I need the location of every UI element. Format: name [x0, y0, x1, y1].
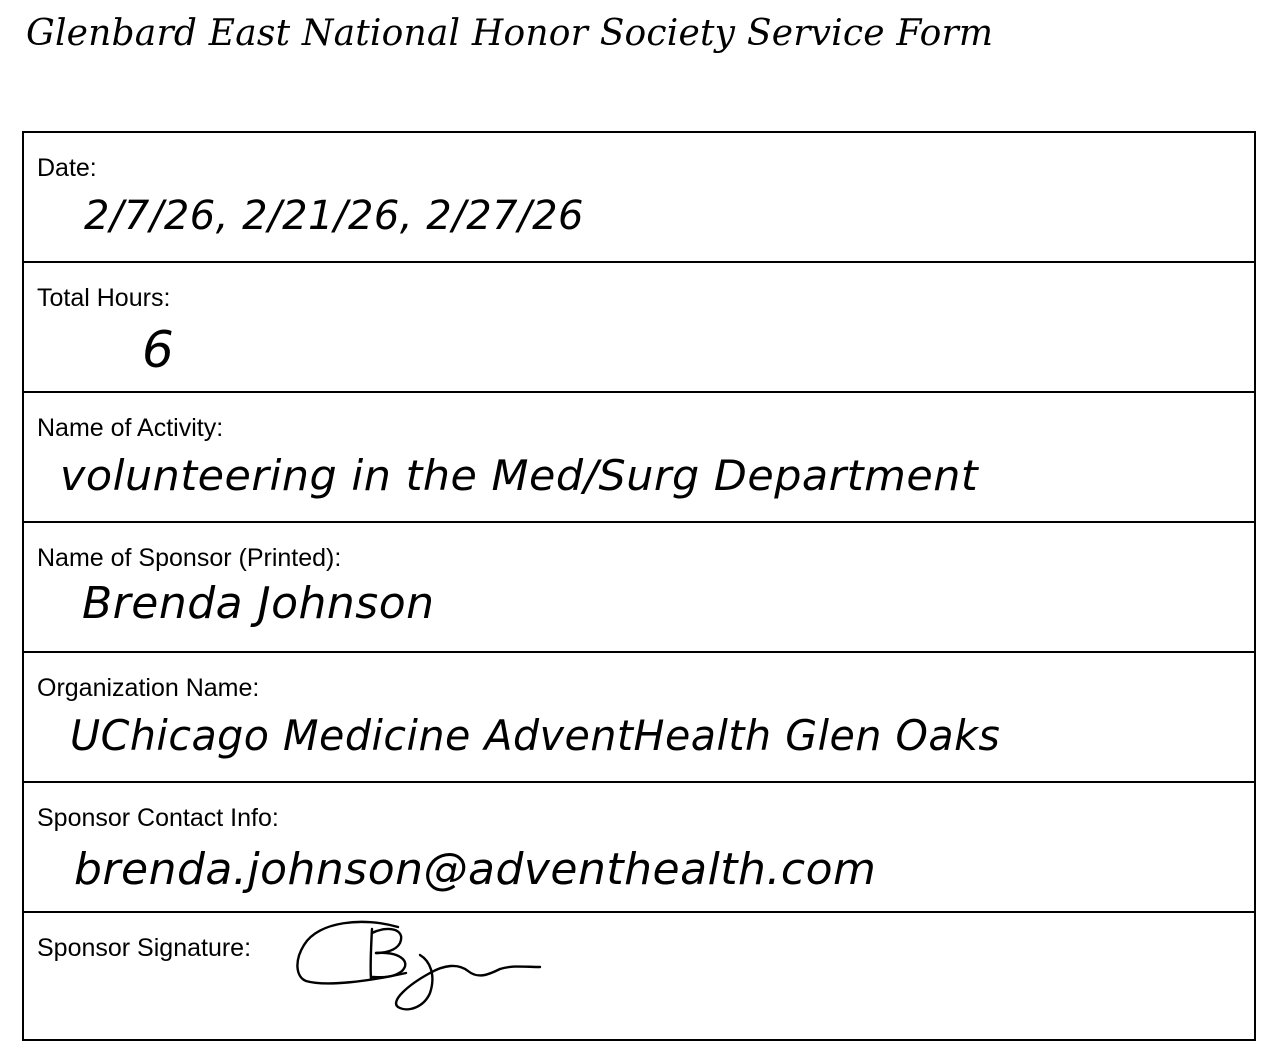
- sponsor-contact-row: [24, 783, 1254, 913]
- service-form-table: [22, 131, 1256, 1041]
- total-hours-value: 6: [142, 321, 175, 379]
- sponsor-contact-label: Sponsor Contact Info:: [37, 804, 279, 832]
- date-row: [24, 133, 1254, 263]
- organization-name-value: UChicago Medicine AdventHealth Glen Oaks: [70, 711, 1001, 760]
- organization-name-label: Organization Name:: [37, 674, 260, 702]
- activity-name-label: Name of Activity:: [37, 414, 224, 442]
- activity-name-row: [24, 393, 1254, 523]
- activity-name-value: volunteering in the Med/Surg Department: [60, 451, 979, 500]
- sponsor-contact-value: brenda.johnson@adventhealth.com: [74, 844, 877, 895]
- total-hours-label: Total Hours:: [37, 284, 171, 312]
- date-label: Date:: [37, 154, 97, 182]
- form-title: Glenbard East National Honor Society Service Form: [26, 13, 994, 54]
- date-value: 2/7/26, 2/21/26, 2/27/26: [84, 193, 585, 239]
- sponsor-signature-row: [24, 913, 1254, 1041]
- total-hours-row: [24, 263, 1254, 393]
- sponsor-signature-label: Sponsor Signature:: [37, 934, 252, 962]
- sponsor-name-row: [24, 523, 1254, 653]
- sponsor-name-value: Brenda Johnson: [82, 578, 435, 629]
- sponsor-name-label: Name of Sponsor (Printed):: [37, 544, 342, 572]
- sponsor-signature-image: [274, 913, 544, 1023]
- organization-name-row: [24, 653, 1254, 783]
